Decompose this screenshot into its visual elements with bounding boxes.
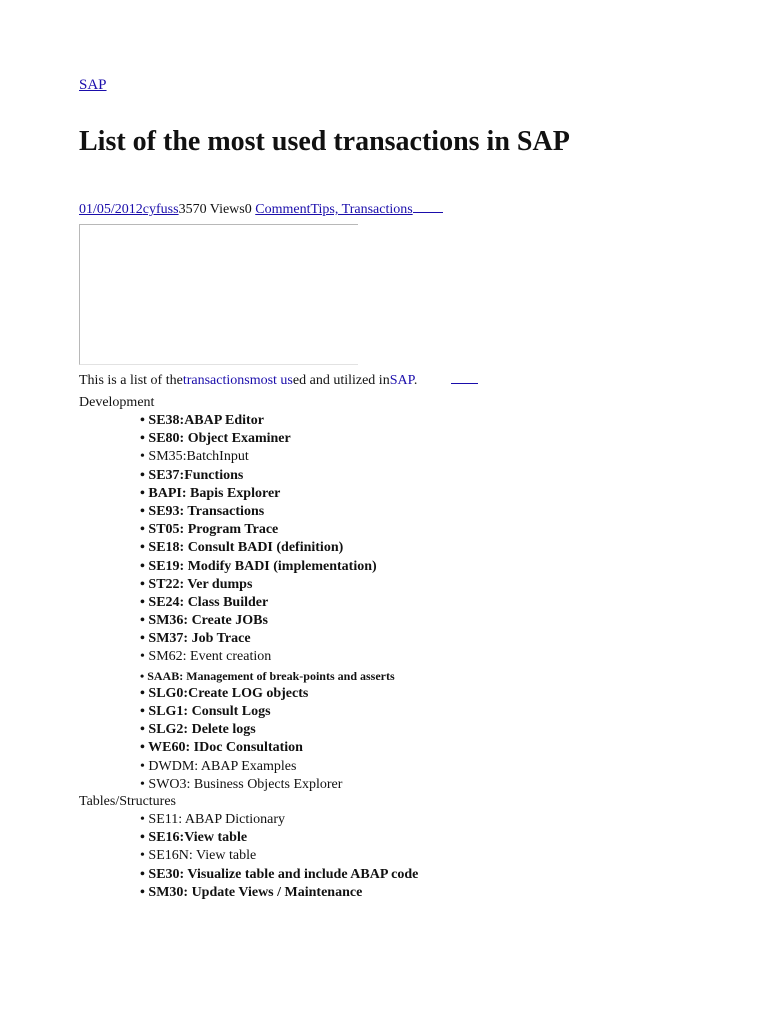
breadcrumb-link-sap[interactable]: SAP <box>79 77 107 93</box>
meta-link-underline <box>413 200 443 213</box>
tags-link[interactable]: Tips, Transactions <box>310 202 413 217</box>
list-item: • SE80: Object Examiner <box>140 431 291 447</box>
list-item: • SE37:Functions <box>140 467 244 483</box>
article-image-placeholder <box>79 224 358 365</box>
section-development <box>79 394 679 794</box>
comments-link[interactable]: Comment <box>255 202 311 217</box>
tables-transaction-list <box>79 811 679 902</box>
list-item: • SE19: Modify BADI (implementation) <box>140 558 377 574</box>
link-most-used[interactable]: most us <box>249 373 293 388</box>
list-item: • SM62: Event creation <box>140 649 272 665</box>
list-item: • SLG1: Consult Logs <box>140 704 271 719</box>
list-item: • SE18: Consult BADI (definition) <box>140 540 344 556</box>
list-item: • BAPI: Bapis Explorer <box>140 485 281 501</box>
view-count: 3570 Views <box>178 202 245 217</box>
link-sap[interactable]: SAP <box>389 373 414 388</box>
development-transaction-list <box>79 412 679 794</box>
list-item: • SM36: Create JOBs <box>140 613 268 629</box>
list-item: • SM35:BatchInput <box>140 449 249 465</box>
intro-text-1: This is a list of the <box>79 373 183 388</box>
section-tables-structures <box>79 793 679 902</box>
list-item: • SE24: Class Builder <box>140 594 269 610</box>
author-link[interactable]: cyfuss <box>142 202 179 217</box>
list-item: • ST05: Program Trace <box>140 522 279 538</box>
post-meta <box>79 200 443 219</box>
list-item: • SE30: Visualize table and include ABAP code <box>140 866 419 882</box>
list-item: • SE16:View table <box>140 830 248 846</box>
list-item: • SE38:ABAP Editor <box>140 413 264 428</box>
comment-count: 0 <box>244 202 256 217</box>
link-transactions[interactable]: transactions <box>182 373 250 388</box>
intro-text-2: ed and utilized in <box>292 373 390 388</box>
section-heading-tables-structures: Tables/Structures <box>79 794 176 809</box>
intro-text-3: . <box>413 373 418 388</box>
list-item: • SWO3: Business Objects Explorer <box>140 776 343 792</box>
list-item: • DWDM: ABAP Examples <box>140 758 297 774</box>
list-item: • SAAB: Management of break-points and asserts <box>140 668 395 683</box>
list-item: • SE16N: View table <box>140 848 257 864</box>
list-item: • WE60: IDoc Consultation <box>140 740 303 756</box>
intro-paragraph <box>79 371 478 390</box>
list-item: • SLG2: Delete logs <box>140 722 256 738</box>
post-date-link[interactable]: 01/05/2012 <box>79 202 143 217</box>
list-item: • SE11: ABAP Dictionary <box>140 812 286 827</box>
list-item: • SM37: Job Trace <box>140 631 251 647</box>
list-item: • ST22: Ver dumps <box>140 576 253 592</box>
list-item: • SE93: Transactions <box>140 503 265 519</box>
list-item: • SLG0:Create LOG objects <box>140 685 309 701</box>
section-heading-development: Development <box>79 395 155 410</box>
page-title: List of the most used transactions in SAP <box>79 126 570 157</box>
intro-link-underline <box>451 371 478 384</box>
list-item: • SM30: Update Views / Maintenance <box>140 884 363 900</box>
